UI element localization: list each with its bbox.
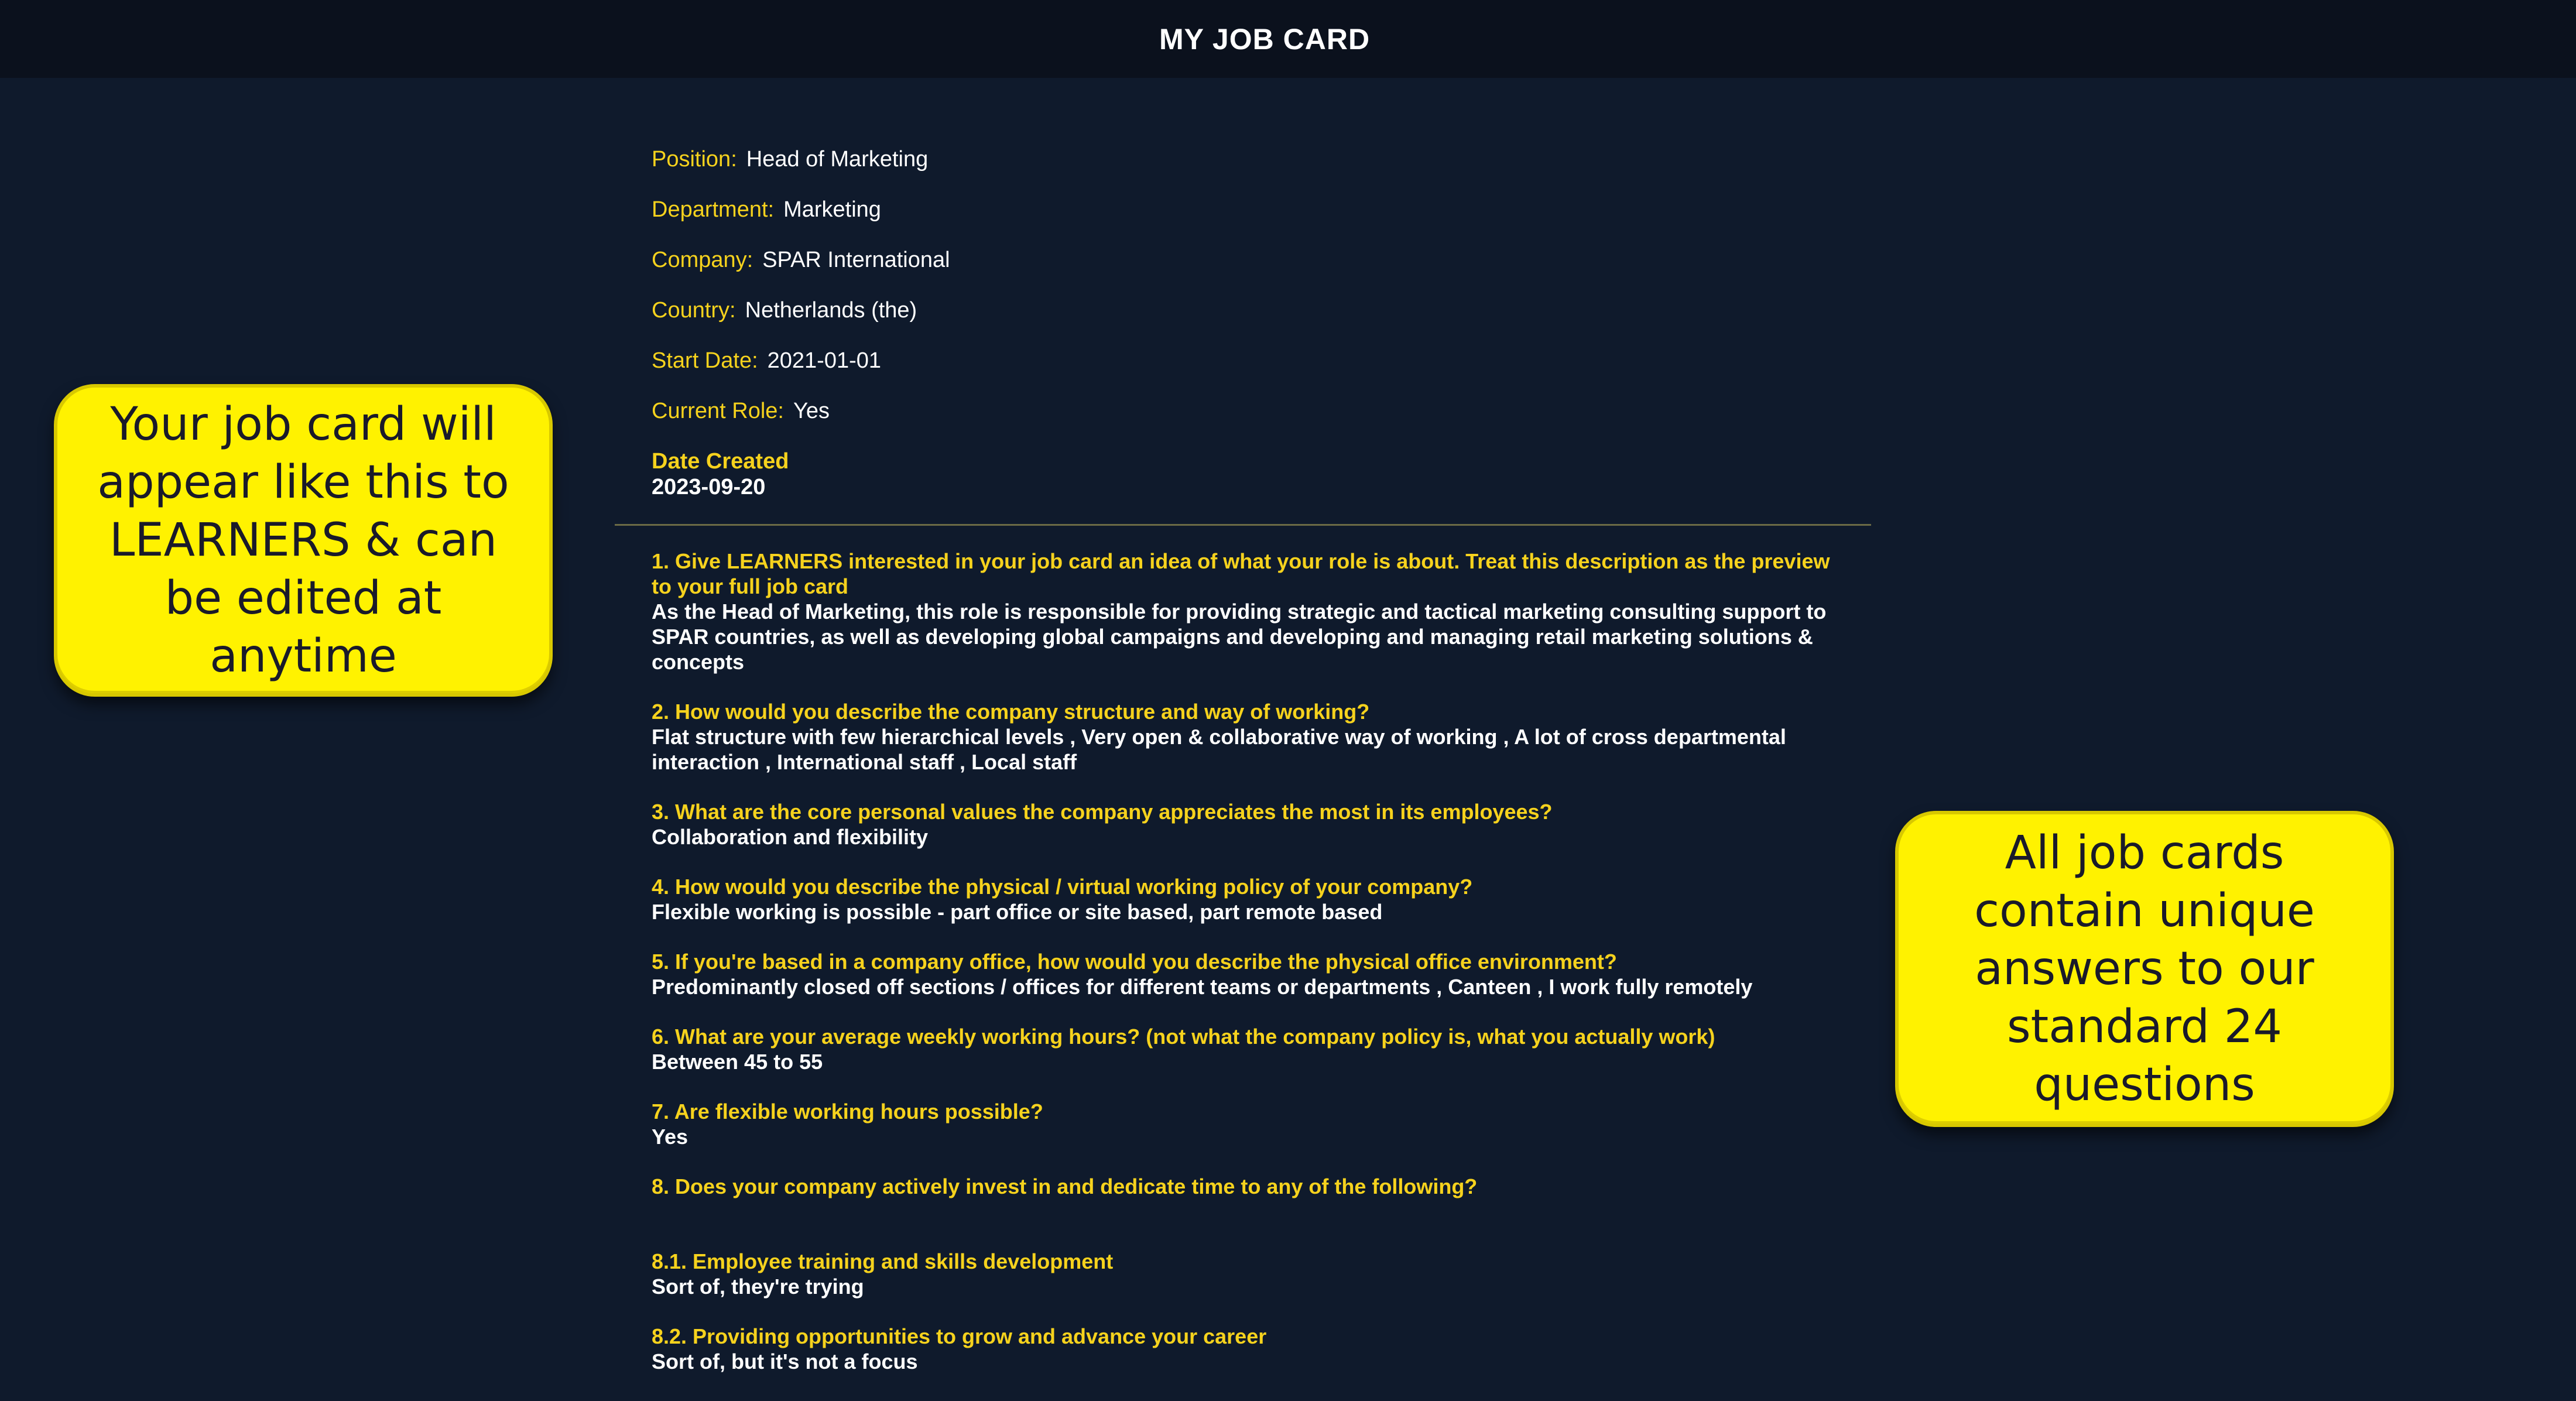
- question-item: [652, 1249, 1840, 1299]
- answer-text: Flat structure with few hierarchical levels , Very open & collaborative way of working , A lot of cross departmental interaction , International staff , Local staff: [652, 725, 1786, 774]
- question-item: [652, 1324, 1840, 1374]
- question-item: [652, 1099, 1840, 1149]
- section-divider: [615, 524, 1871, 526]
- question-item: [652, 874, 1840, 924]
- callout-left: Your job card will appear like this to LEARNERS & can be edited at anytime: [54, 384, 553, 697]
- meta-value: Netherlands (the): [745, 298, 917, 323]
- meta-position: [652, 146, 1840, 172]
- meta-start-date: [652, 348, 1840, 374]
- meta-value: SPAR International: [762, 248, 950, 272]
- meta-label: Current Role:: [652, 399, 784, 423]
- meta-value: 2021-01-01: [767, 348, 882, 373]
- meta-label: Country:: [652, 298, 736, 323]
- date-created-value: 2023-09-20: [652, 475, 766, 499]
- callout-right: All job cards contain unique answers to our standard 24 questions: [1895, 811, 2394, 1127]
- question-text: 1. Give LEARNERS interested in your job card an idea of what your role is about. Treat this description as the preview to your full job card: [652, 549, 1830, 598]
- meta-value: Marketing: [783, 197, 881, 222]
- question-text: 6. What are your average weekly working hours? (not what the company policy is, what you actually work): [652, 1025, 1715, 1049]
- answer-text: Yes: [652, 1125, 688, 1149]
- date-created-label: Date Created: [652, 449, 789, 474]
- question-list: [652, 549, 1840, 1399]
- question-text: 2. How would you describe the company structure and way of working?: [652, 700, 1370, 724]
- page-title: MY JOB CARD: [1159, 22, 1371, 56]
- question-text: 8. Does your company actively invest in and dedicate time to any of the following?: [652, 1174, 1478, 1198]
- question-text: 5. If you're based in a company office, how would you describe the physical office environment?: [652, 950, 1617, 974]
- question-item: [652, 949, 1840, 999]
- question-text: 8.2. Providing opportunities to grow and advance your career: [652, 1324, 1267, 1348]
- meta-label: Start Date:: [652, 348, 758, 373]
- answer-text: Collaboration and flexibility: [652, 825, 929, 849]
- meta-label: Company:: [652, 248, 753, 272]
- answer-text: As the Head of Marketing, this role is responsible for providing strategic and tactical marketing consulting support to SPAR countries, as well as developing global campaigns and developing and managing retail marketing solutions & concepts: [652, 600, 1827, 674]
- meta-department: [652, 197, 1840, 222]
- meta-value: Head of Marketing: [746, 147, 929, 172]
- meta-label: Position:: [652, 147, 737, 172]
- question-item: [652, 1024, 1840, 1074]
- answer-text: Predominantly closed off sections / offices for different teams or departments , Canteen , I work fully remotely: [652, 975, 1753, 999]
- question-item: [652, 549, 1840, 674]
- meta-current-role: [652, 398, 1840, 424]
- question-text: 8.1. Employee training and skills development: [652, 1249, 1114, 1273]
- answer-text: Between 45 to 55: [652, 1050, 823, 1074]
- answer-text: Sort of, but it's not a focus: [652, 1349, 918, 1373]
- meta-company: [652, 247, 1840, 273]
- question-text: 4. How would you describe the physical / virtual working policy of your company?: [652, 875, 1473, 899]
- question-text: 7. Are flexible working hours possible?: [652, 1099, 1043, 1123]
- meta-label: Department:: [652, 197, 775, 222]
- question-text: 3. What are the core personal values the company appreciates the most in its employees?: [652, 800, 1553, 824]
- question-item: [652, 699, 1840, 775]
- job-card-details: [652, 146, 1840, 500]
- question-item: [652, 799, 1840, 849]
- meta-country: [652, 297, 1840, 323]
- answer-text: Sort of, they're trying: [652, 1275, 864, 1299]
- top-bar: [0, 0, 2576, 78]
- date-created: [652, 448, 1840, 500]
- answer-text: Flexible working is possible - part office or site based, part remote based: [652, 900, 1383, 924]
- question-item: [652, 1174, 1840, 1199]
- meta-value: Yes: [793, 399, 830, 423]
